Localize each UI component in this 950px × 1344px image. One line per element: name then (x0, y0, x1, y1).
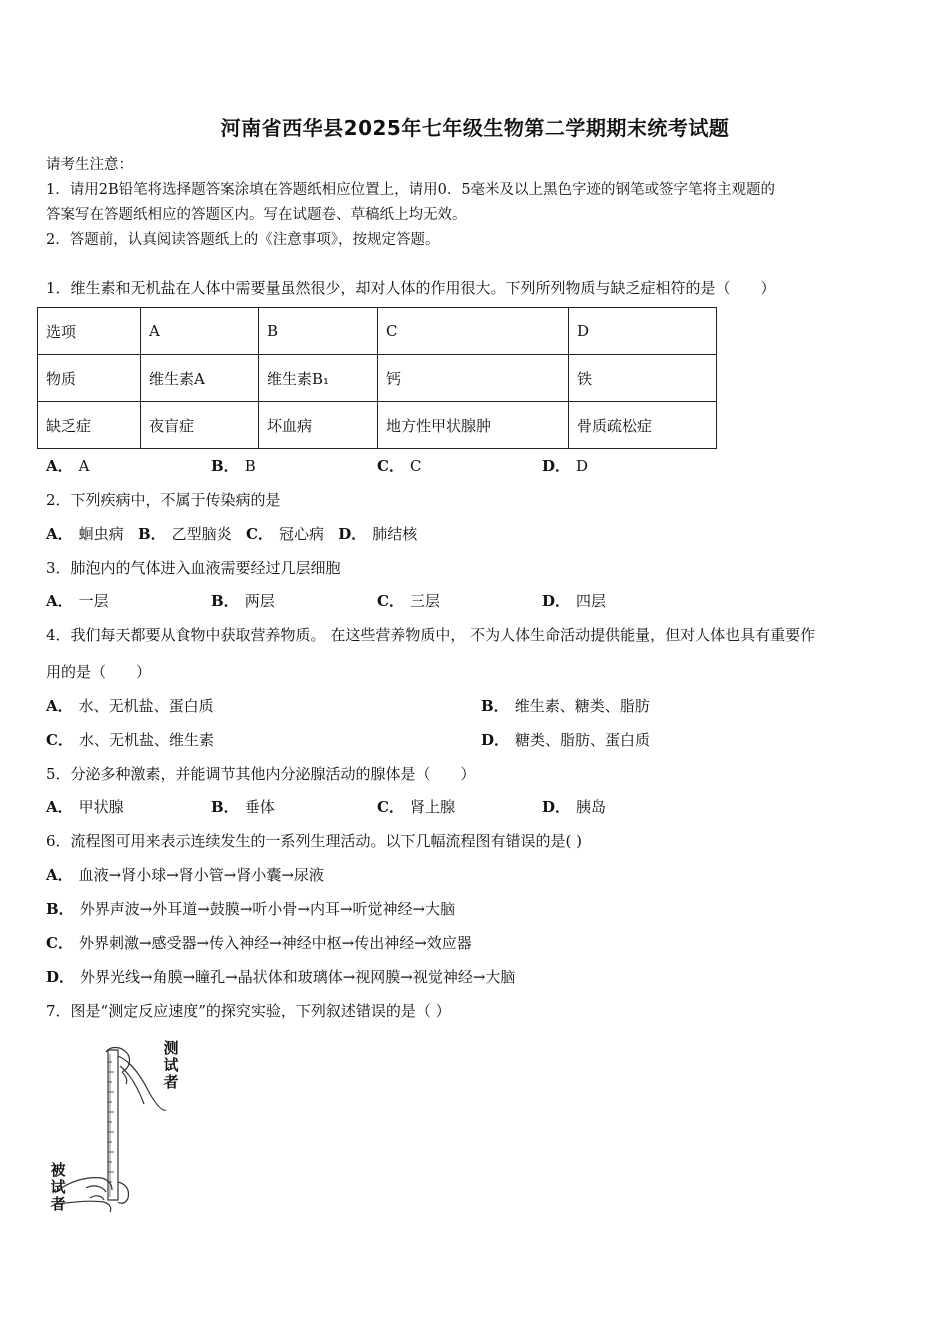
q1-option-a[interactable] (46, 455, 89, 476)
notice-line-2: 2．答题前，认真阅读答题纸上的《注意事项》，按规定答题。 (46, 232, 440, 248)
table-cell: 钙 (378, 355, 569, 402)
q6-option-d[interactable] (46, 966, 515, 987)
table-cell: D (569, 308, 717, 355)
table-cell: C (378, 308, 569, 355)
option-text: C (409, 457, 422, 475)
option-text: 血液→肾小球→肾小管→肾小囊→尿液 (78, 866, 324, 884)
option-key: A． (46, 525, 73, 543)
option-text: 外界刺激→感受器→传入神经→神经中枢→传出神经→效应器 (78, 934, 472, 952)
option-text: 一层 (78, 592, 109, 610)
option-text: 外界声波→外耳道→鼓膜→听小骨→内耳→听觉神经→大脑 (79, 900, 456, 918)
q1-option-d[interactable] (542, 455, 588, 476)
label-tester: 测试者 (163, 1039, 179, 1091)
q3-option-d[interactable] (542, 590, 606, 611)
table-cell: 骨质疏松症 (569, 402, 717, 449)
q3-stem: 3．肺泡内的气体进入血液需要经过几层细胞 (46, 559, 341, 577)
q4-option-c[interactable] (46, 729, 214, 750)
option-key: D． (542, 592, 571, 610)
option-text: D (576, 457, 589, 475)
option-text: 胰岛 (576, 798, 607, 816)
option-key: A． (46, 798, 73, 816)
option-key: D． (338, 525, 367, 543)
q4-option-d[interactable] (481, 729, 650, 750)
option-key: A． (46, 457, 73, 475)
table-cell: 维生素A (141, 355, 259, 402)
option-key: C． (377, 798, 404, 816)
option-key: D． (542, 798, 571, 816)
option-text: 水、无机盐、维生素 (78, 731, 214, 749)
table-cell: 坏血病 (259, 402, 378, 449)
q1-stem: 1．维生素和无机盐在人体中需要量虽然很少，却对人体的作用很大。下列所列物质与缺乏症相符的是（ ） (46, 279, 776, 297)
option-key: C． (377, 457, 404, 475)
option-text: 肺结核 (372, 525, 418, 543)
option-text: 两层 (244, 592, 275, 610)
q2-option-b[interactable] (138, 525, 232, 543)
q2-option-c[interactable] (246, 525, 324, 543)
q1-option-c[interactable] (377, 455, 421, 476)
option-key: C． (46, 934, 73, 952)
reaction-ruler-figure (46, 1032, 196, 1222)
q3-option-a[interactable] (46, 590, 109, 611)
q4-stem-a: 4．我们每天都要从食物中获取营养物质。 在这些营养物质中， 不为人体生命活动提供能量，但对人体也具有重要作 (46, 626, 816, 644)
option-key: C． (377, 592, 404, 610)
option-key: B． (211, 457, 239, 475)
option-key: D． (481, 731, 510, 749)
table-cell: 夜盲症 (141, 402, 259, 449)
table-cell: 铁 (569, 355, 717, 402)
option-key: B． (137, 525, 166, 543)
q2-option-d[interactable] (338, 525, 417, 543)
option-text: 冠心病 (278, 525, 324, 543)
notice-heading: 请考生注意： (46, 157, 133, 173)
q5-option-c[interactable] (377, 796, 455, 817)
table-row (38, 402, 717, 449)
q6-option-b[interactable] (46, 898, 455, 919)
table-cell: B (259, 308, 378, 355)
q1-option-b[interactable] (211, 455, 256, 476)
option-text: A (78, 457, 90, 475)
q2-options (46, 523, 417, 544)
option-key: B． (481, 697, 509, 715)
option-text: 肾上腺 (409, 798, 455, 816)
table-cell: 地方性甲状腺肿 (378, 402, 569, 449)
option-key: B． (46, 900, 74, 918)
option-text: 甲状腺 (78, 798, 124, 816)
option-text: 垂体 (244, 798, 275, 816)
option-text: 糖类、脂肪、蛋白质 (515, 731, 651, 749)
option-key: A． (46, 866, 73, 884)
q5-stem: 5．分泌多种激素，并能调节其他内分泌腺活动的腺体是（ ） (46, 765, 476, 783)
q2-option-a[interactable] (46, 525, 124, 543)
option-key: A． (46, 697, 73, 715)
table-cell: 选项 (38, 308, 141, 355)
option-key: A． (46, 592, 73, 610)
table-cell: 维生素B₁ (259, 355, 378, 402)
option-text: 蛔虫病 (78, 525, 124, 543)
q4-stem-b: 用的是（ ） (46, 663, 152, 681)
option-text: 外界光线→角膜→瞳孔→晶状体和玻璃体→视网膜→视觉神经→大脑 (80, 968, 516, 986)
table-cell: 物质 (38, 355, 141, 402)
option-key: C． (245, 525, 273, 543)
q6-option-a[interactable] (46, 864, 324, 885)
q7-stem: 7．图是“测定反应速度”的探究实验，下列叙述错误的是（ ） (46, 1002, 451, 1020)
q4-option-a[interactable] (46, 695, 214, 716)
option-text: 四层 (576, 592, 607, 610)
option-key: B． (211, 798, 239, 816)
table-row (38, 308, 717, 355)
option-key: C． (46, 731, 73, 749)
q3-option-b[interactable] (211, 590, 275, 611)
q6-option-c[interactable] (46, 932, 472, 953)
option-key: D． (542, 457, 571, 475)
option-key: D． (46, 968, 75, 986)
table-cell: A (141, 308, 259, 355)
option-text: 三层 (409, 592, 440, 610)
notice-line-1a: 1．请用2B铅笔将选择题答案涂填在答题纸相应位置上，请用0．5毫米及以上黑色字迹的钢笔或签字笔将主观题的 (46, 182, 776, 198)
q5-option-a[interactable] (46, 796, 124, 817)
q3-option-c[interactable] (377, 590, 440, 611)
q4-option-b[interactable] (481, 695, 650, 716)
label-subject: 被试者 (50, 1161, 66, 1213)
q2-stem: 2．下列疾病中，不属于传染病的是 (46, 491, 281, 509)
notice-line-1b: 答案写在答题纸相应的答题区内。写在试题卷、草稿纸上均无效。 (46, 207, 467, 223)
option-text: 维生素、糖类、脂肪 (514, 697, 650, 715)
page-title: 河南省西华县2025年七年级生物第二学期期末统考试题 (220, 116, 730, 140)
table-row (38, 355, 717, 402)
q5-option-d[interactable] (542, 796, 606, 817)
option-text: 水、无机盐、蛋白质 (78, 697, 214, 715)
option-key: B． (211, 592, 239, 610)
q6-stem: 6．流程图可用来表示连续发生的一系列生理活动。以下几幅流程图有错误的是( ) (46, 832, 583, 850)
option-text: 乙型脑炎 (171, 525, 232, 543)
q5-option-b[interactable] (211, 796, 275, 817)
table-cell: 缺乏症 (38, 402, 141, 449)
option-text: B (244, 457, 256, 475)
q1-table (37, 307, 717, 449)
